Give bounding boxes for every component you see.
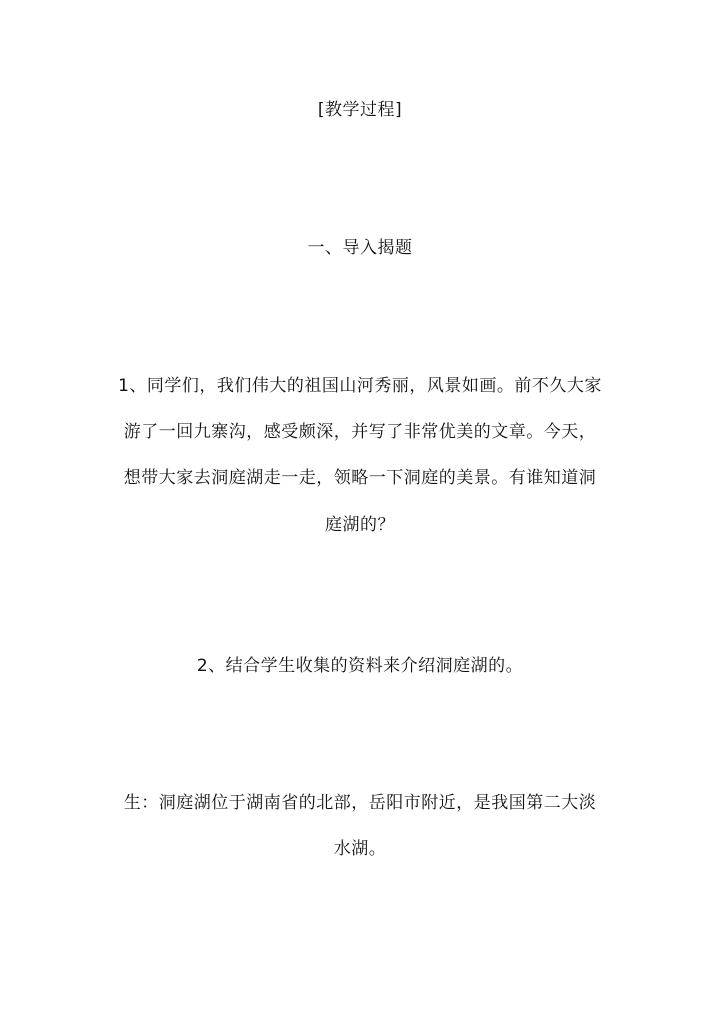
paragraph-3-line-1: 生：洞庭湖位于湖南省的北部，岳阳市附近，是我国第二大淡 [123,793,597,813]
paragraph-1-line-3: 想带大家去洞庭湖走一走，领略一下洞庭的美景。有谁知道洞 [123,468,597,488]
paragraph-3-line-2: 水湖。 [333,839,387,859]
paragraph-1-line-2: 游了一回九寨沟，感受颇深，并写了非常优美的文章。今天， [123,422,597,442]
document-title: [教学过程] [317,100,403,120]
section-heading: 一、导入揭题 [307,238,413,258]
paragraph-1-line-4: 庭湖的？ [325,515,395,535]
paragraph-2: 2、结合学生收集的资料来介绍洞庭湖的。 [196,656,524,676]
paragraph-1-line-1: 1、同学们，我们伟大的祖国山河秀丽，风景如画。前不久大家 [118,376,602,396]
